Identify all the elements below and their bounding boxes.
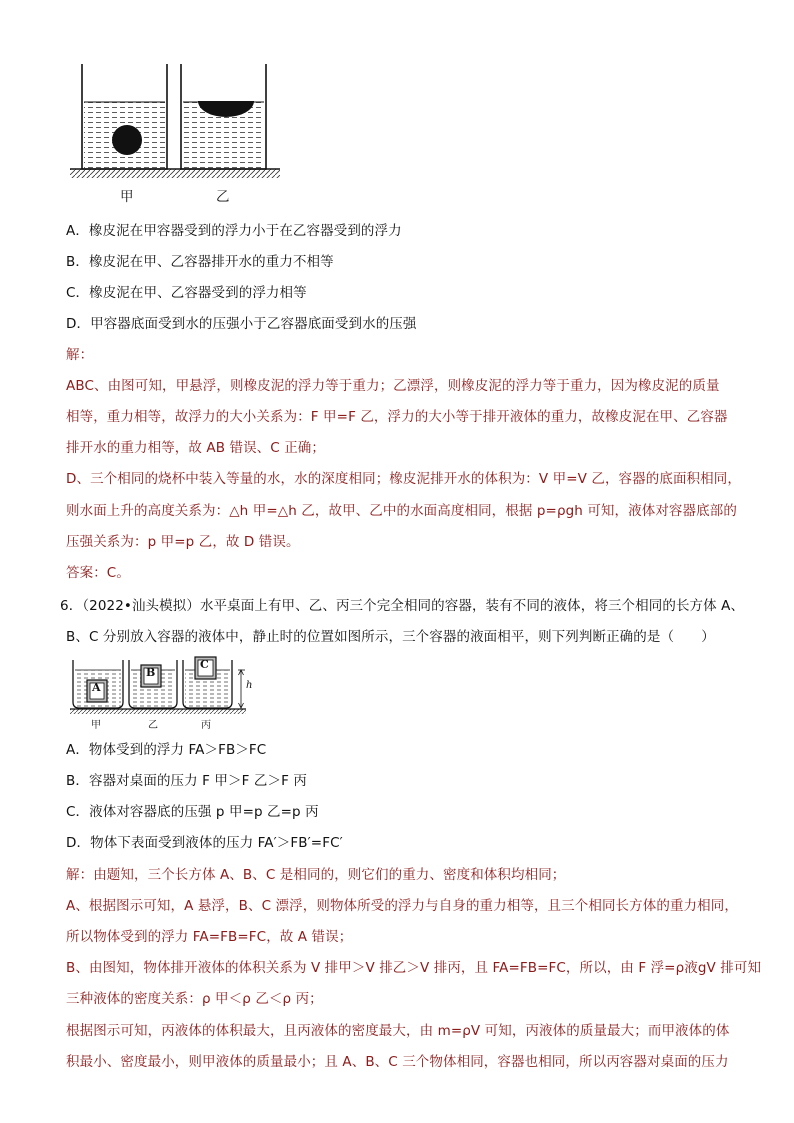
q5-solution-line-4: D、三个相同的烧杯中装入等量的水，水的深度相同；橡皮泥排开水的体积为：V 甲=V 乙，容器的底面积相同， bbox=[66, 471, 741, 487]
figure2-label-yi: 乙 bbox=[148, 720, 158, 731]
block-label-b: B bbox=[146, 666, 156, 679]
figure-three-containers bbox=[0, 656, 794, 736]
q6-option-a: A．物体受到的浮力 FA＞FB＞FC bbox=[66, 742, 267, 758]
q6-solution-line-2: A、根据图示可知，A 悬浮，B、C 漂浮，则物体所受的浮力与自身的重力相等，且三个相同长方体的重力相同， bbox=[66, 898, 738, 914]
q6-solution-line-6: 根据图示可知，丙液体的体积最大，且丙液体的密度最大，由 m=ρV 可知，丙液体的质量最大；而甲液体的体 bbox=[66, 1023, 730, 1039]
figure2-label-bing: 丙 bbox=[201, 720, 211, 731]
q6-option-c: C．液体对容器底的压强 p 甲=p 乙=p 丙 bbox=[66, 804, 319, 820]
q5-solution-line-6: 压强关系为：p 甲=p 乙，故 D 错误。 bbox=[66, 534, 300, 550]
q5-solution-label: 解： bbox=[66, 347, 94, 363]
q5-solution-line-5: 则水面上升的高度关系为：△h 甲=△h 乙，故甲、乙中的水面高度相同，根据 p=ρgh 可知，液体对容器底部的 bbox=[66, 503, 737, 519]
q5-option-b: B．橡皮泥在甲、乙容器排开水的重力不相等 bbox=[66, 254, 334, 270]
figure-containers-jia-yi bbox=[0, 0, 794, 200]
q6-stem-line-2: B、C 分别放入容器的液体中，静止时的位置如图所示，三个容器的液面相平，则下列判断正确的是（ ） bbox=[66, 629, 715, 645]
height-label-h: h bbox=[246, 680, 253, 691]
block-label-a: A bbox=[92, 681, 101, 694]
q6-option-b: B．容器对桌面的压力 F 甲＞F 乙＞F 丙 bbox=[66, 773, 307, 789]
q6-solution-line-7: 积最小、密度最小，则甲液体的质量最小；且 A、B、C 三个物体相同，容器也相同，所以丙容器对桌面的压力 bbox=[66, 1054, 729, 1070]
q6-solution-line-1: 解：由题知，三个长方体 A、B、C 是相同的，则它们的重力、密度和体积均相同； bbox=[66, 867, 566, 883]
q5-option-c: C．橡皮泥在甲、乙容器受到的浮力相等 bbox=[66, 285, 307, 301]
q6-stem-line-1: 6．（2022•汕头模拟）水平桌面上有甲、乙、丙三个完全相同的容器，装有不同的液体，将三个相同的长方体 A、 bbox=[60, 598, 745, 614]
q6-option-d: D．物体下表面受到液体的压力 FA′＞FB′=FC′ bbox=[66, 835, 343, 851]
q6-solution-line-5: 三种液体的密度关系：ρ 甲＜ρ 乙＜ρ 丙； bbox=[66, 991, 323, 1007]
q5-solution-line-1: ABC、由图可知，甲悬浮，则橡皮泥的浮力等于重力；乙漂浮，则橡皮泥的浮力等于重力，因为橡皮泥的质量 bbox=[66, 378, 720, 394]
q5-option-a: A．橡皮泥在甲容器受到的浮力小于在乙容器受到的浮力 bbox=[66, 223, 402, 239]
figure2-label-jia: 甲 bbox=[91, 720, 101, 731]
q5-solution-line-3: 排开水的重力相等，故 AB 错误、C 正确； bbox=[66, 440, 325, 456]
q5-answer: 答案：C。 bbox=[66, 565, 130, 581]
block-label-c: C bbox=[200, 658, 209, 671]
figure-label-yi: 乙 bbox=[216, 189, 230, 205]
figure-label-jia: 甲 bbox=[120, 189, 134, 205]
q6-solution-line-4: B、由图知，物体排开液体的体积关系为 V 排甲＞V 排乙＞V 排丙，且 FA=FB=FC，所以，由 F 浮=ρ液gV 排可知 bbox=[66, 960, 762, 976]
q5-option-d: D．甲容器底面受到水的压强小于乙容器底面受到水的压强 bbox=[66, 316, 417, 332]
q5-solution-line-2: 相等，重力相等，故浮力的大小关系为：F 甲=F 乙，浮力的大小等于排开液体的重力，故橡皮泥在甲、乙容器 bbox=[66, 409, 728, 425]
q6-solution-line-3: 所以物体受到的浮力 FA=FB=FC，故 A 错误； bbox=[66, 929, 353, 945]
